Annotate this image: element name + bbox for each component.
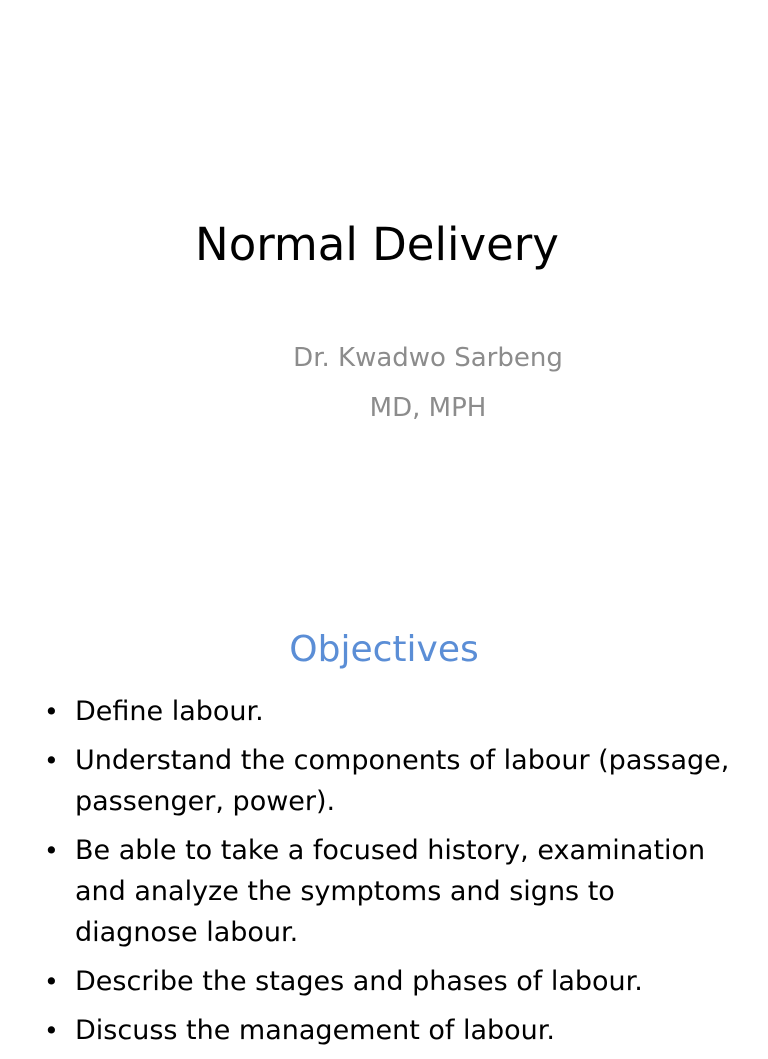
slide-title: Normal Delivery	[195, 218, 559, 271]
objectives-heading: Objectives	[289, 629, 479, 670]
list-item	[40, 740, 740, 822]
objective-text: Understand the components of labour (passage, passenger, power).	[75, 745, 730, 817]
objective-text: Be able to take a focused history, examination and analyze the symptoms and signs to diagnose labour.	[75, 835, 706, 948]
author-block	[140, 333, 716, 433]
list-item	[40, 691, 740, 732]
objective-text: Define labour.	[75, 696, 264, 727]
list-item	[40, 961, 740, 1002]
list-item	[40, 830, 740, 953]
list-item	[40, 1010, 740, 1051]
author-credentials: MD, MPH	[369, 393, 487, 423]
author-name: Dr. Kwadwo Sarbeng	[293, 343, 563, 373]
objectives-slide	[0, 576, 768, 1046]
bullet-icon: •	[44, 967, 59, 996]
bullet-icon: •	[44, 836, 59, 865]
objective-text: Describe the stages and phases of labour.	[75, 966, 643, 997]
bullet-icon: •	[44, 697, 59, 726]
objectives-list	[40, 691, 740, 1059]
objective-text: Discuss the management of labour.	[75, 1015, 556, 1046]
bullet-icon: •	[44, 1016, 59, 1045]
bullet-icon: •	[44, 746, 59, 775]
